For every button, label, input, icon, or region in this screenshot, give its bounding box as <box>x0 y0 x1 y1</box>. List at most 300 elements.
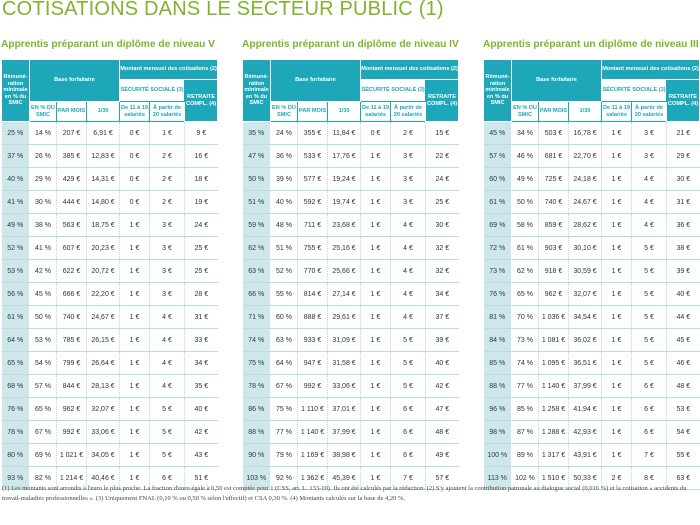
cell-base-trentieme: 25,66 € <box>328 260 361 283</box>
cell-base-pct-smic: 49 % <box>512 168 539 191</box>
page-title: COTISATIONS DANS LE SECTEUR PUBLIC (1) <box>2 0 444 20</box>
table-row <box>484 352 700 375</box>
cell-retraite-compl: 46 € <box>667 352 700 375</box>
cell-secu-11-19: 1 € <box>120 398 150 421</box>
header-remuneration: Rémuné-ration minimale en % du SMIC <box>484 60 512 122</box>
cell-base-par-mois: 1 362 € <box>298 467 328 490</box>
table-niveau-v <box>1 38 217 490</box>
cell-retraite-compl: 24 € <box>426 168 459 191</box>
table-row <box>2 329 218 352</box>
cell-secu-11-19: 1 € <box>120 444 150 467</box>
cell-secu-20-plus: 2 € <box>150 145 185 168</box>
cell-remuneration-pct: 57 % <box>484 145 512 168</box>
cell-remuneration-pct: 49 % <box>2 214 30 237</box>
cell-secu-11-19: 1 € <box>361 168 391 191</box>
cell-secu-11-19: 1 € <box>361 260 391 283</box>
table-row <box>484 260 700 283</box>
cell-base-par-mois: 577 € <box>298 168 328 191</box>
cell-secu-20-plus: 4 € <box>150 306 185 329</box>
cell-base-par-mois: 740 € <box>57 306 87 329</box>
cell-secu-11-19: 1 € <box>602 260 632 283</box>
cell-secu-20-plus: 4 € <box>150 329 185 352</box>
cell-secu-11-19: 1 € <box>120 375 150 398</box>
table-row <box>484 122 700 145</box>
table-row <box>243 375 459 398</box>
cell-base-pct-smic: 48 % <box>271 214 298 237</box>
cell-retraite-compl: 22 € <box>426 145 459 168</box>
header-en-pct-smic: EN % DU SMIC <box>271 102 298 122</box>
table-row <box>243 421 459 444</box>
cell-remuneration-pct: 51 % <box>243 191 271 214</box>
cell-base-trentieme: 45,39 € <box>328 467 361 490</box>
cell-remuneration-pct: 59 % <box>243 214 271 237</box>
cell-secu-11-19: 1 € <box>602 398 632 421</box>
cell-secu-20-plus: 2 € <box>150 168 185 191</box>
table-row <box>2 214 218 237</box>
cell-base-trentieme: 14,80 € <box>87 191 120 214</box>
cell-remuneration-pct: 76 % <box>2 398 30 421</box>
cell-base-par-mois: 607 € <box>57 237 87 260</box>
cell-base-trentieme: 17,76 € <box>328 145 361 168</box>
table-row <box>243 329 459 352</box>
cell-base-pct-smic: 40 % <box>271 191 298 214</box>
table-row <box>243 237 459 260</box>
cell-base-trentieme: 41,94 € <box>569 398 602 421</box>
cell-secu-11-19: 2 € <box>602 467 632 490</box>
cell-base-par-mois: 799 € <box>57 352 87 375</box>
cell-base-pct-smic: 69 % <box>30 444 57 467</box>
cell-secu-20-plus: 6 € <box>632 421 667 444</box>
table-row <box>484 375 700 398</box>
cell-base-trentieme: 34,05 € <box>87 444 120 467</box>
cell-retraite-compl: 28 € <box>185 283 218 306</box>
cell-remuneration-pct: 56 % <box>2 283 30 306</box>
cell-secu-20-plus: 4 € <box>391 214 426 237</box>
cell-base-pct-smic: 60 % <box>271 306 298 329</box>
contributions-table <box>1 59 218 490</box>
cell-base-trentieme: 34,54 € <box>569 306 602 329</box>
cell-secu-20-plus: 2 € <box>391 122 426 145</box>
cell-retraite-compl: 18 € <box>185 168 218 191</box>
table-row <box>2 398 218 421</box>
table-row <box>2 421 218 444</box>
cell-base-trentieme: 30,59 € <box>569 260 602 283</box>
cell-base-pct-smic: 38 % <box>30 214 57 237</box>
cell-retraite-compl: 42 € <box>185 421 218 444</box>
table-row <box>243 398 459 421</box>
cell-base-par-mois: 1 214 € <box>57 467 87 490</box>
cell-secu-20-plus: 8 € <box>632 467 667 490</box>
table-row <box>484 237 700 260</box>
table-row <box>484 168 700 191</box>
cell-remuneration-pct: 90 % <box>243 444 271 467</box>
cell-retraite-compl: 35 € <box>185 375 218 398</box>
cell-base-trentieme: 33,06 € <box>328 375 361 398</box>
table-niveau-iii <box>483 38 699 490</box>
cell-remuneration-pct: 88 % <box>243 421 271 444</box>
cell-base-par-mois: 755 € <box>298 237 328 260</box>
cell-retraite-compl: 31 € <box>185 306 218 329</box>
header-en-pct-smic: EN % DU SMIC <box>512 102 539 122</box>
cell-remuneration-pct: 65 % <box>2 352 30 375</box>
cell-base-trentieme: 31,58 € <box>328 352 361 375</box>
table-row <box>243 306 459 329</box>
table-title: Apprentis préparant un diplôme de niveau V <box>1 39 215 50</box>
cell-base-par-mois: 1 021 € <box>57 444 87 467</box>
cell-base-par-mois: 207 € <box>57 122 87 145</box>
cell-base-trentieme: 42,93 € <box>569 421 602 444</box>
cell-retraite-compl: 33 € <box>185 329 218 352</box>
cell-secu-20-plus: 5 € <box>150 444 185 467</box>
cell-secu-11-19: 1 € <box>602 168 632 191</box>
table-row <box>243 444 459 467</box>
table-row <box>484 306 700 329</box>
cell-secu-20-plus: 3 € <box>391 191 426 214</box>
header-trentieme: 1/30 <box>87 102 120 122</box>
table-row <box>484 214 700 237</box>
cell-secu-11-19: 1 € <box>361 306 391 329</box>
cell-base-pct-smic: 102 % <box>512 467 539 490</box>
header-par-mois: PAR MOIS <box>539 102 569 122</box>
cell-base-pct-smic: 50 % <box>30 306 57 329</box>
table-row <box>243 168 459 191</box>
cell-secu-20-plus: 4 € <box>391 306 426 329</box>
cell-secu-11-19: 1 € <box>361 283 391 306</box>
cell-retraite-compl: 49 € <box>426 444 459 467</box>
table-row <box>484 398 700 421</box>
table-row <box>243 283 459 306</box>
header-montant-mensuel: Montant mensuel des cotisations (2) <box>602 60 700 80</box>
cell-base-pct-smic: 24 % <box>271 122 298 145</box>
header-11-19-salaries: De 11 à 19 salariés <box>361 102 391 122</box>
cell-secu-20-plus: 4 € <box>632 191 667 214</box>
cell-secu-11-19: 1 € <box>120 283 150 306</box>
table-row <box>243 214 459 237</box>
header-montant-mensuel: Montant mensuel des cotisations (2) <box>361 60 459 80</box>
cell-base-trentieme: 19,74 € <box>328 191 361 214</box>
cell-retraite-compl: 34 € <box>426 283 459 306</box>
cell-secu-20-plus: 7 € <box>391 467 426 490</box>
cell-retraite-compl: 40 € <box>667 283 700 306</box>
cell-base-pct-smic: 92 % <box>271 467 298 490</box>
cell-retraite-compl: 48 € <box>667 375 700 398</box>
cell-base-trentieme: 22,20 € <box>87 283 120 306</box>
cell-base-pct-smic: 26 % <box>30 145 57 168</box>
cell-base-pct-smic: 41 % <box>30 237 57 260</box>
cell-base-trentieme: 6,91 € <box>87 122 120 145</box>
cell-remuneration-pct: 84 % <box>484 329 512 352</box>
cell-base-trentieme: 37,99 € <box>328 421 361 444</box>
table-row <box>2 375 218 398</box>
cell-base-trentieme: 27,14 € <box>328 283 361 306</box>
cell-base-pct-smic: 30 % <box>30 191 57 214</box>
cell-base-par-mois: 622 € <box>57 260 87 283</box>
cell-base-pct-smic: 58 % <box>512 214 539 237</box>
cell-remuneration-pct: 80 % <box>2 444 30 467</box>
cell-remuneration-pct: 88 % <box>484 375 512 398</box>
cell-base-pct-smic: 52 % <box>271 260 298 283</box>
table-row <box>243 145 459 168</box>
cell-secu-20-plus: 4 € <box>391 283 426 306</box>
cell-secu-20-plus: 4 € <box>632 168 667 191</box>
header-base-forfaitaire: Base forfaitaire <box>271 60 361 102</box>
cell-base-pct-smic: 54 % <box>30 352 57 375</box>
cell-base-par-mois: 903 € <box>539 237 569 260</box>
cell-secu-20-plus: 6 € <box>632 398 667 421</box>
cell-secu-20-plus: 5 € <box>391 329 426 352</box>
cell-base-pct-smic: 67 % <box>271 375 298 398</box>
cell-retraite-compl: 9 € <box>185 122 218 145</box>
cell-secu-11-19: 0 € <box>361 122 391 145</box>
table-row <box>2 306 218 329</box>
cell-base-par-mois: 992 € <box>57 421 87 444</box>
cell-base-par-mois: 888 € <box>298 306 328 329</box>
cell-secu-20-plus: 3 € <box>632 145 667 168</box>
cell-base-pct-smic: 51 % <box>271 237 298 260</box>
cell-secu-20-plus: 4 € <box>150 352 185 375</box>
cell-base-pct-smic: 39 % <box>271 168 298 191</box>
cell-secu-20-plus: 3 € <box>150 237 185 260</box>
cell-base-pct-smic: 85 % <box>512 398 539 421</box>
cell-remuneration-pct: 52 % <box>2 237 30 260</box>
cell-retraite-compl: 39 € <box>426 329 459 352</box>
cell-base-par-mois: 711 € <box>298 214 328 237</box>
cell-base-par-mois: 666 € <box>57 283 87 306</box>
cell-secu-20-plus: 3 € <box>150 283 185 306</box>
cell-remuneration-pct: 76 % <box>484 283 512 306</box>
cell-base-trentieme: 40,46 € <box>87 467 120 490</box>
table-body <box>243 122 459 490</box>
cell-base-trentieme: 30,10 € <box>569 237 602 260</box>
cell-base-par-mois: 962 € <box>539 283 569 306</box>
table-row <box>2 237 218 260</box>
cell-secu-11-19: 1 € <box>361 421 391 444</box>
cell-remuneration-pct: 50 % <box>243 168 271 191</box>
header-par-mois: PAR MOIS <box>57 102 87 122</box>
cell-secu-11-19: 1 € <box>602 283 632 306</box>
cell-base-par-mois: 918 € <box>539 260 569 283</box>
cell-secu-11-19: 1 € <box>361 352 391 375</box>
cell-secu-11-19: 1 € <box>361 237 391 260</box>
header-remuneration: Rémuné-ration minimale en % du SMIC <box>2 60 30 122</box>
header-20-salaries: À partir de 20 salariés <box>150 102 185 122</box>
cell-base-pct-smic: 65 % <box>30 398 57 421</box>
cell-base-trentieme: 26,15 € <box>87 329 120 352</box>
table-row <box>2 145 218 168</box>
cell-secu-11-19: 1 € <box>602 145 632 168</box>
cell-secu-11-19: 1 € <box>602 375 632 398</box>
cell-base-trentieme: 37,01 € <box>328 398 361 421</box>
cell-base-par-mois: 770 € <box>298 260 328 283</box>
cell-remuneration-pct: 53 % <box>2 260 30 283</box>
cell-retraite-compl: 30 € <box>426 214 459 237</box>
table-row <box>243 260 459 283</box>
cell-base-pct-smic: 14 % <box>30 122 57 145</box>
cell-base-par-mois: 844 € <box>57 375 87 398</box>
cell-remuneration-pct: 64 % <box>2 329 30 352</box>
header-trentieme: 1/30 <box>569 102 602 122</box>
cell-secu-20-plus: 7 € <box>632 444 667 467</box>
cell-base-trentieme: 23,68 € <box>328 214 361 237</box>
cell-retraite-compl: 16 € <box>185 145 218 168</box>
cell-secu-20-plus: 5 € <box>391 375 426 398</box>
header-retraite-compl: RETRAITE COMPL. (4) <box>667 80 700 122</box>
cell-remuneration-pct: 41 % <box>2 191 30 214</box>
cell-base-pct-smic: 62 % <box>512 260 539 283</box>
header-retraite-compl: RETRAITE COMPL. (4) <box>426 80 459 122</box>
cell-base-trentieme: 38,98 € <box>328 444 361 467</box>
table-row <box>484 283 700 306</box>
cell-base-pct-smic: 64 % <box>271 352 298 375</box>
cell-base-trentieme: 20,72 € <box>87 260 120 283</box>
cell-base-pct-smic: 89 % <box>512 444 539 467</box>
cell-remuneration-pct: 72 % <box>484 237 512 260</box>
contributions-table <box>242 59 459 490</box>
cell-base-trentieme: 31,09 € <box>328 329 361 352</box>
cell-secu-11-19: 1 € <box>120 352 150 375</box>
contributions-table <box>483 59 700 490</box>
cell-secu-11-19: 1 € <box>361 145 391 168</box>
cell-base-par-mois: 947 € <box>298 352 328 375</box>
cell-secu-20-plus: 6 € <box>150 467 185 490</box>
cell-base-trentieme: 22,70 € <box>569 145 602 168</box>
cell-remuneration-pct: 37 % <box>2 145 30 168</box>
cell-secu-20-plus: 3 € <box>150 214 185 237</box>
cell-remuneration-pct: 68 % <box>2 375 30 398</box>
cell-base-trentieme: 29,61 € <box>328 306 361 329</box>
cell-base-pct-smic: 77 % <box>271 421 298 444</box>
cell-base-pct-smic: 73 % <box>512 329 539 352</box>
cell-base-pct-smic: 87 % <box>512 421 539 444</box>
table-row <box>2 168 218 191</box>
cell-base-trentieme: 16,78 € <box>569 122 602 145</box>
cell-secu-11-19: 1 € <box>120 467 150 490</box>
cell-base-pct-smic: 53 % <box>30 329 57 352</box>
table-row <box>484 191 700 214</box>
cell-remuneration-pct: 61 % <box>484 191 512 214</box>
cell-secu-20-plus: 5 € <box>632 352 667 375</box>
cell-remuneration-pct: 45 % <box>484 122 512 145</box>
table-row <box>484 444 700 467</box>
header-en-pct-smic: EN % DU SMIC <box>30 102 57 122</box>
cell-base-trentieme: 43,91 € <box>569 444 602 467</box>
cell-secu-20-plus: 3 € <box>632 122 667 145</box>
cell-retraite-compl: 54 € <box>667 421 700 444</box>
cell-base-trentieme: 28,13 € <box>87 375 120 398</box>
cell-base-trentieme: 24,67 € <box>569 191 602 214</box>
cell-base-pct-smic: 57 % <box>30 375 57 398</box>
cell-secu-11-19: 0 € <box>120 122 150 145</box>
cell-remuneration-pct: 73 % <box>484 260 512 283</box>
header-securite-sociale: SÉCURITÉ SOCIALE (3) <box>602 80 667 102</box>
cell-remuneration-pct: 100 % <box>484 444 512 467</box>
cell-secu-20-plus: 6 € <box>391 444 426 467</box>
cell-secu-11-19: 1 € <box>602 214 632 237</box>
cell-retraite-compl: 63 € <box>667 467 700 490</box>
cell-secu-20-plus: 4 € <box>150 375 185 398</box>
cell-retraite-compl: 37 € <box>426 306 459 329</box>
header-securite-sociale: SÉCURITÉ SOCIALE (3) <box>120 80 185 102</box>
cell-remuneration-pct: 86 % <box>243 398 271 421</box>
cell-base-pct-smic: 45 % <box>30 283 57 306</box>
cell-secu-11-19: 1 € <box>120 329 150 352</box>
cell-secu-20-plus: 6 € <box>391 421 426 444</box>
header-base-forfaitaire: Base forfaitaire <box>512 60 602 102</box>
table-row <box>2 352 218 375</box>
cell-base-pct-smic: 63 % <box>271 329 298 352</box>
cell-base-pct-smic: 79 % <box>271 444 298 467</box>
cell-remuneration-pct: 66 % <box>243 283 271 306</box>
cell-remuneration-pct: 96 % <box>484 398 512 421</box>
cell-remuneration-pct: 75 % <box>243 352 271 375</box>
cell-secu-20-plus: 6 € <box>391 398 426 421</box>
cell-secu-11-19: 0 € <box>120 191 150 214</box>
cell-secu-11-19: 1 € <box>602 352 632 375</box>
table-row <box>243 352 459 375</box>
cell-retraite-compl: 45 € <box>667 329 700 352</box>
table-row <box>2 122 218 145</box>
cell-remuneration-pct: 71 % <box>243 306 271 329</box>
cell-base-par-mois: 992 € <box>298 375 328 398</box>
cell-secu-11-19: 1 € <box>602 191 632 214</box>
cell-base-par-mois: 385 € <box>57 145 87 168</box>
cell-base-trentieme: 32,07 € <box>87 398 120 421</box>
cell-secu-20-plus: 5 € <box>632 260 667 283</box>
cell-base-par-mois: 725 € <box>539 168 569 191</box>
cell-base-trentieme: 37,99 € <box>569 375 602 398</box>
cell-secu-20-plus: 3 € <box>391 145 426 168</box>
cell-base-pct-smic: 55 % <box>271 283 298 306</box>
cell-base-pct-smic: 77 % <box>512 375 539 398</box>
cell-base-pct-smic: 70 % <box>512 306 539 329</box>
table-row <box>243 191 459 214</box>
cell-secu-20-plus: 5 € <box>632 306 667 329</box>
cell-base-par-mois: 1 081 € <box>539 329 569 352</box>
cell-secu-20-plus: 5 € <box>150 421 185 444</box>
cell-remuneration-pct: 63 % <box>243 260 271 283</box>
cell-remuneration-pct: 62 % <box>243 237 271 260</box>
cell-retraite-compl: 38 € <box>667 237 700 260</box>
cell-secu-20-plus: 2 € <box>150 191 185 214</box>
cell-base-pct-smic: 46 % <box>512 145 539 168</box>
cell-remuneration-pct: 25 % <box>2 122 30 145</box>
table-title: Apprentis préparant un diplôme de niveau IV <box>242 39 459 50</box>
cell-retraite-compl: 53 € <box>667 398 700 421</box>
cell-secu-20-plus: 4 € <box>632 214 667 237</box>
table-title: Apprentis préparant un diplôme de niveau III <box>483 39 699 50</box>
cell-base-trentieme: 50,33 € <box>569 467 602 490</box>
cell-base-trentieme: 25,16 € <box>328 237 361 260</box>
cell-base-par-mois: 740 € <box>539 191 569 214</box>
cell-remuneration-pct: 69 % <box>484 214 512 237</box>
table-row <box>484 329 700 352</box>
cell-remuneration-pct: 35 % <box>243 122 271 145</box>
header-trentieme: 1/30 <box>328 102 361 122</box>
cell-secu-11-19: 1 € <box>120 214 150 237</box>
cell-secu-20-plus: 5 € <box>150 398 185 421</box>
cell-retraite-compl: 21 € <box>667 122 700 145</box>
cell-base-pct-smic: 34 % <box>512 122 539 145</box>
cell-secu-20-plus: 5 € <box>632 283 667 306</box>
cell-base-pct-smic: 50 % <box>512 191 539 214</box>
cell-secu-20-plus: 5 € <box>391 352 426 375</box>
cell-retraite-compl: 42 € <box>426 375 459 398</box>
cell-secu-11-19: 1 € <box>361 375 391 398</box>
cell-secu-20-plus: 5 € <box>632 237 667 260</box>
cell-remuneration-pct: 81 % <box>484 306 512 329</box>
cell-remuneration-pct: 74 % <box>243 329 271 352</box>
cell-base-par-mois: 814 € <box>298 283 328 306</box>
